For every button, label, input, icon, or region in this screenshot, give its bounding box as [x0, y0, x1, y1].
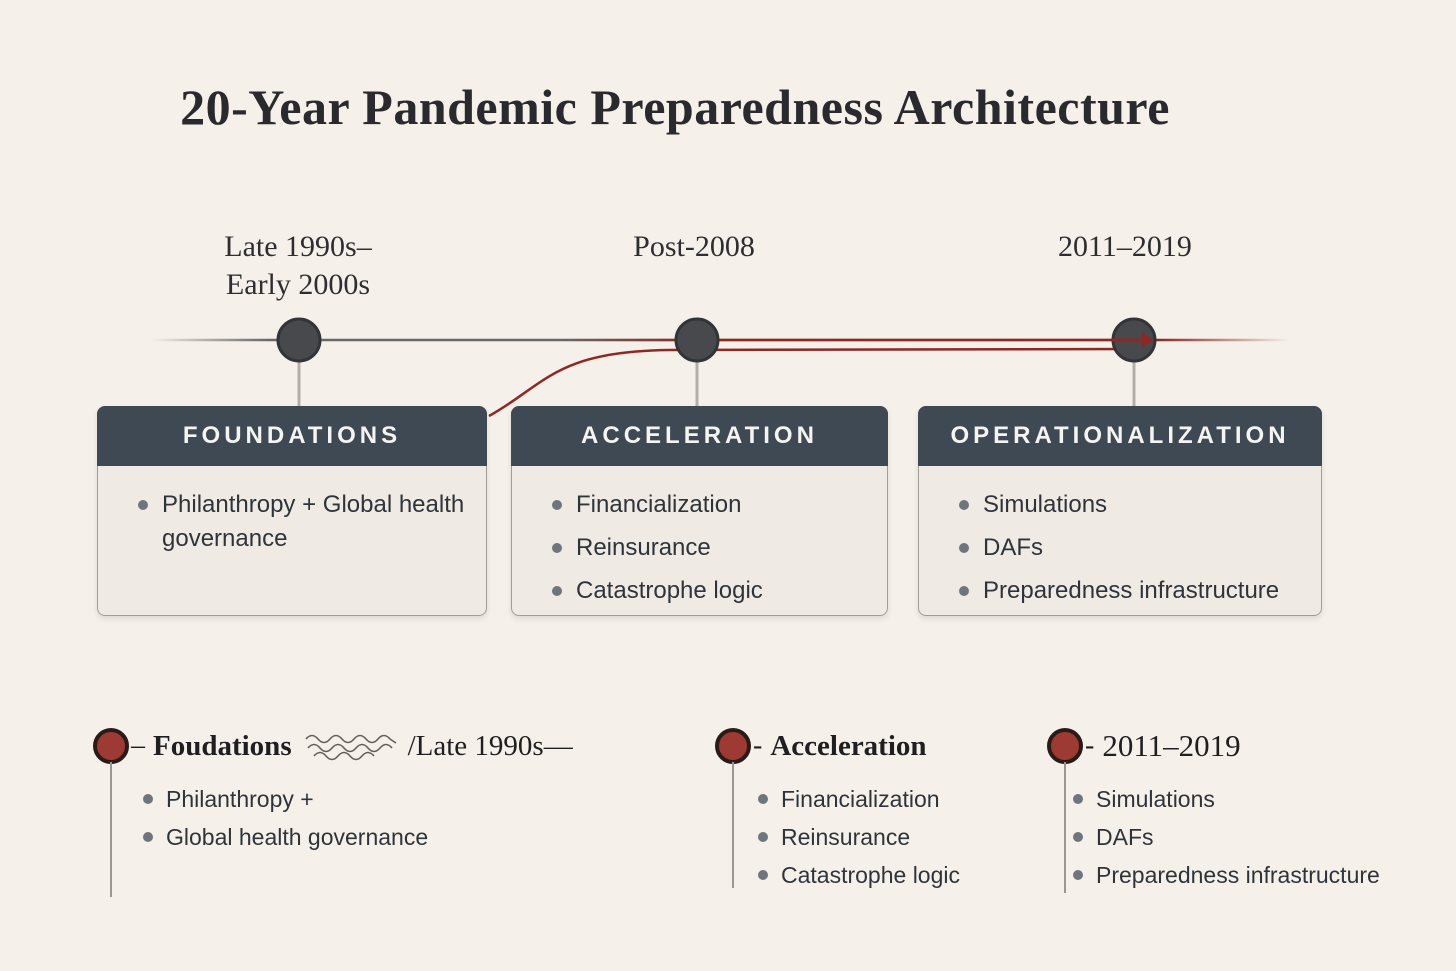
- bullet-icon: [959, 586, 969, 596]
- bullet-icon: [758, 794, 768, 804]
- bullet-icon: [552, 543, 562, 553]
- card-acceleration: [511, 406, 888, 616]
- list-item-label: Reinsurance: [781, 824, 911, 850]
- list-item: [1073, 859, 1380, 897]
- list-item: [959, 531, 1305, 565]
- list-item: [758, 821, 960, 859]
- list-item-label: Philanthropy +: [166, 786, 314, 812]
- timeline-node-foundations: [278, 319, 320, 361]
- card-header: FOUNDATIONS: [97, 406, 487, 466]
- card-foundations: [97, 406, 487, 616]
- legend-suffix: /Late 1990s—: [407, 729, 573, 762]
- legend-bullet-list: [143, 783, 428, 859]
- list-item-label: Simulations: [1096, 786, 1215, 812]
- list-item-label: Simulations: [983, 491, 1108, 518]
- list-item-label: DAFs: [983, 534, 1043, 561]
- legend-dash: –: [131, 730, 145, 761]
- card-bullet-list: [138, 488, 470, 556]
- card-header: OPERATIONALIZATION: [918, 406, 1322, 466]
- legend-group-acceleration: [715, 724, 927, 768]
- bullet-icon: [552, 500, 562, 510]
- legend-dash: -: [1085, 730, 1095, 761]
- list-item-label: Global health governance: [166, 824, 429, 850]
- legend-group-2011-2019: [1047, 724, 1241, 768]
- list-item: [552, 488, 871, 522]
- list-item-label: Financialization: [576, 491, 742, 518]
- legend-bullet-list: [1073, 783, 1380, 897]
- list-item: [143, 783, 428, 821]
- legend-bullet-list: [758, 783, 960, 897]
- legend-node-icon: [715, 728, 751, 764]
- milestone-date-line: Late 1990s–: [224, 230, 372, 263]
- list-item-label: Catastrophe logic: [576, 577, 763, 604]
- legend-stem-line: [110, 762, 112, 897]
- milestone-date-line: Post-2008: [633, 230, 755, 263]
- legend-node-icon: [93, 728, 129, 764]
- list-item-label: Preparedness infrastructure: [1096, 862, 1380, 888]
- bullet-icon: [959, 543, 969, 553]
- legend-stem-line: [1064, 762, 1066, 893]
- card-operationalization: [918, 406, 1322, 616]
- page-title: 20-Year Pandemic Preparedness Architecture: [180, 79, 1170, 135]
- list-item: [1073, 821, 1380, 859]
- list-item-label: Reinsurance: [576, 534, 711, 561]
- legend-dash: -: [753, 730, 763, 761]
- list-item: [1073, 783, 1380, 821]
- card-header: ACCELERATION: [511, 406, 888, 466]
- list-item: [143, 821, 428, 859]
- list-item-label: Philanthropy + Global health governance: [162, 491, 465, 552]
- list-item-label: Catastrophe logic: [781, 862, 960, 888]
- list-item: [758, 859, 960, 897]
- bullet-icon: [1073, 870, 1083, 880]
- squiggle-decoration-icon: [304, 731, 406, 761]
- timeline-node-acceleration: [676, 319, 718, 361]
- milestone-date-line: 2011–2019: [1058, 230, 1192, 263]
- bullet-icon: [143, 832, 153, 842]
- legend-title: Acceleration: [770, 729, 927, 762]
- legend-node-icon: [1047, 728, 1083, 764]
- legend-title: 2011–2019: [1102, 728, 1241, 763]
- card-bullet-list: [552, 488, 871, 608]
- legend-title: Foudations: [153, 729, 292, 762]
- bullet-icon: [1073, 832, 1083, 842]
- bullet-icon: [138, 500, 148, 510]
- bullet-icon: [552, 586, 562, 596]
- bullet-icon: [758, 870, 768, 880]
- legend-group-foundations: [93, 724, 573, 768]
- list-item: [959, 574, 1305, 608]
- bullet-icon: [143, 794, 153, 804]
- list-item: [959, 488, 1305, 522]
- bullet-icon: [959, 500, 969, 510]
- list-item: [552, 531, 871, 565]
- milestone-date-line: Early 2000s: [225, 268, 371, 301]
- card-bullet-list: [959, 488, 1305, 608]
- list-item-label: DAFs: [1096, 824, 1154, 850]
- list-item: [758, 783, 960, 821]
- list-item-label: Financialization: [781, 786, 940, 812]
- list-item: [138, 488, 470, 556]
- list-item: [552, 574, 871, 608]
- bullet-icon: [758, 832, 768, 842]
- legend-stem-line: [732, 762, 734, 888]
- list-item-label: Preparedness infrastructure: [983, 577, 1280, 604]
- bullet-icon: [1073, 794, 1083, 804]
